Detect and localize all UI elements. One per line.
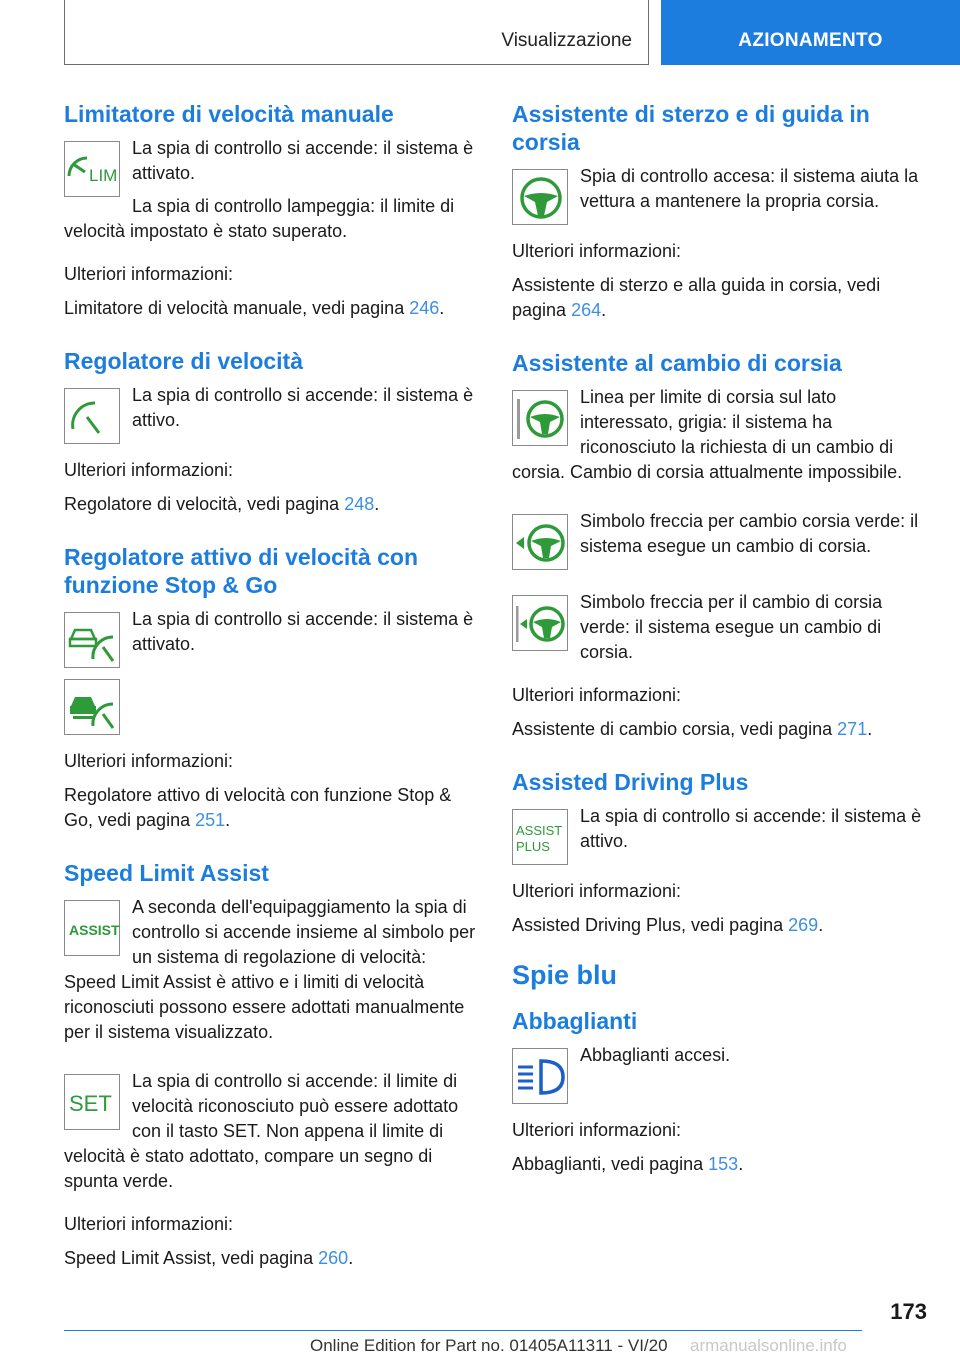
title-lane-assist: Assistente di sterzo e di guida in corsia: [512, 101, 870, 155]
footer-watermark: armanualsonline.info: [690, 1336, 847, 1355]
page-link-246[interactable]: 246: [409, 298, 440, 318]
entry-sla-1: [64, 895, 480, 1053]
regolatore-info: Ulteriori informazioni:: [64, 460, 234, 480]
page-link-251[interactable]: 251: [195, 810, 226, 830]
adp-info: Ulteriori informazioni:: [512, 881, 682, 901]
footer-edition: Online Edition for Part no. 01405A11311 - VI/20: [310, 1336, 668, 1355]
title-speed-limit-assist: Speed Limit Assist: [64, 860, 269, 886]
header-section: Visualizzazione: [501, 30, 632, 51]
acc-text-1: La spia di controllo si accende: il sistema è attivato.: [132, 609, 474, 654]
entry-lane-change-2: [512, 509, 924, 574]
lane-change-ref: Assistente di cambio corsia, vedi pagina 271.: [512, 719, 873, 739]
adp-text-1: La spia di controllo si accende: il sistema è attivo.: [580, 806, 922, 851]
limitatore-ref: Limitatore di velocità manuale, vedi pagina 246.: [64, 298, 445, 318]
assist-label: ASSIST: [69, 922, 120, 938]
assist-plus-icon: [512, 809, 568, 865]
sla-text-2: La spia di controllo si accende: il limite di velocità riconosciuto può essere adottato con il tasto SET. Non appena il limite di velocità è stato adottato, compare un segno di spunta verde.: [64, 1071, 459, 1191]
page-number: 173: [890, 1299, 927, 1324]
set-icon: [64, 1074, 120, 1130]
entry-abbaglianti: [512, 1043, 924, 1108]
entry-lane-change-3: [512, 590, 924, 673]
left-column: [64, 100, 480, 1280]
lane-change-text-3: Simbolo freccia per il cambio di corsia verde: il sistema esegue un cambio di corsia.: [580, 592, 883, 662]
page-link-260[interactable]: 260: [318, 1248, 349, 1268]
set-label: SET: [69, 1091, 112, 1116]
abbaglianti-text-1: Abbaglianti accesi.: [580, 1045, 731, 1065]
footer-divider: [64, 1330, 862, 1331]
lane-assist-ref: Assistente di sterzo e alla guida in corsia, vedi pagina 264.: [512, 275, 881, 320]
entry-assisted-driving-plus: [512, 804, 924, 869]
right-column: [512, 100, 924, 1186]
page-link-153[interactable]: 153: [708, 1154, 739, 1174]
title-abbaglianti: Abbaglianti: [512, 1008, 638, 1034]
speed-limiter-lim-icon: [64, 141, 120, 197]
assist-plus-label-2: PLUS: [516, 839, 550, 854]
entry-limitatore: [64, 136, 480, 252]
heading-spie-blu: Spie blu: [512, 960, 618, 990]
lane-change-arrow-icon: [512, 514, 568, 570]
entry-lane-assist: [512, 164, 924, 229]
lim-label: LIM: [89, 166, 118, 185]
page-link-271[interactable]: 271: [837, 719, 868, 739]
lane-assist-info: Ulteriori informazioni:: [512, 241, 682, 261]
acc-info: Ulteriori informazioni:: [64, 751, 234, 771]
abbaglianti-info: Ulteriori informazioni:: [512, 1120, 682, 1140]
header-tab: AZIONAMENTO: [661, 0, 960, 65]
regolatore-ref: Regolatore di velocità, vedi pagina 248.: [64, 494, 380, 514]
lane-assist-text-1: Spia di controllo accesa: il sistema aiuta la vettura a mantenere la propria corsia.: [580, 166, 919, 211]
entry-acc-1: [64, 607, 480, 672]
lane-change-arrow-line-icon: [512, 595, 568, 651]
high-beam-icon: [512, 1048, 568, 1104]
title-acc-stop-go: Regolatore attivo di velocità con funzione Stop & Go: [64, 544, 419, 598]
entry-sla-2: [64, 1069, 480, 1202]
assist-icon: [64, 900, 120, 956]
lane-change-info: Ulteriori informazioni:: [512, 685, 682, 705]
acc-outline-car-icon: [64, 612, 120, 668]
limitatore-info: Ulteriori informazioni:: [64, 264, 234, 284]
lane-change-grey-line-icon: [512, 390, 568, 446]
page-link-264[interactable]: 264: [571, 300, 602, 320]
header-box: [64, 0, 649, 65]
limitatore-text-2: La spia di controllo lampeggia: il limite di velocità impostato è stato superato.: [64, 196, 455, 241]
regolatore-text-1: La spia di controllo si accende: il sistema è attivo.: [132, 385, 474, 430]
title-lane-change: Assistente al cambio di corsia: [512, 350, 842, 376]
entry-acc-2: [64, 674, 480, 739]
limitatore-text-1: La spia di controllo si accende: il sistema è attivato.: [132, 138, 474, 183]
steering-wheel-icon: [512, 169, 568, 225]
assist-plus-label-1: ASSIST: [516, 823, 563, 838]
sla-text-1: A seconda dell'equipaggiamento la spia di controllo si accende insieme al simbolo per un sistema di regolazione di velocità: Speed Limit Assist è attivo e i limiti di velocità riconosciuti possono essere adottati manualmente per il sistema visualizzato.: [64, 897, 476, 1042]
acc-filled-car-icon: [64, 679, 120, 735]
lane-change-text-2: Simbolo freccia per cambio corsia verde: il sistema esegue un cambio di corsia.: [580, 511, 919, 556]
page-link-269[interactable]: 269: [788, 915, 819, 935]
title-limitatore: Limitatore di velocità manuale: [64, 101, 394, 127]
lane-change-text-1: Linea per limite di corsia sul lato interessato, grigia: il sistema ha riconosciuto la richiesta di un cambio di corsia. Cambio di corsia attualmente impossibile.: [512, 387, 903, 482]
acc-ref: Regolatore attivo di velocità con funzione Stop & Go, vedi pagina 251.: [64, 785, 452, 830]
title-regolatore: Regolatore di velocità: [64, 348, 304, 374]
entry-regolatore: [64, 383, 480, 448]
title-assisted-driving-plus: Assisted Driving Plus: [512, 769, 749, 795]
adp-ref: Assisted Driving Plus, vedi pagina 269.: [512, 915, 824, 935]
cruise-control-icon: [64, 388, 120, 444]
entry-lane-change-1: [512, 385, 924, 493]
page-link-248[interactable]: 248: [344, 494, 375, 514]
sla-info: Ulteriori informazioni:: [64, 1214, 234, 1234]
abbaglianti-ref: Abbaglianti, vedi pagina 153.: [512, 1154, 744, 1174]
sla-ref: Speed Limit Assist, vedi pagina 260.: [64, 1248, 354, 1268]
